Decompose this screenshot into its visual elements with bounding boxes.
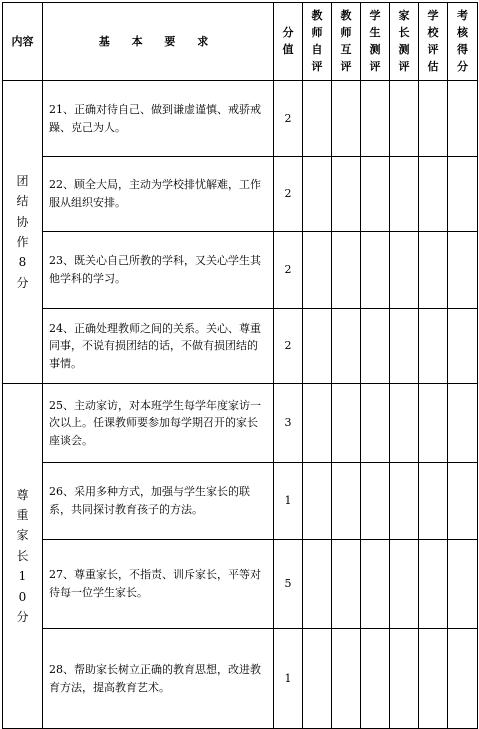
parent-eval-cell[interactable] bbox=[390, 81, 419, 157]
header-row bbox=[3, 3, 478, 81]
teacher-peer-cell[interactable] bbox=[332, 384, 361, 463]
parent-eval-cell[interactable] bbox=[390, 157, 419, 232]
student-eval-cell[interactable] bbox=[361, 540, 390, 629]
parent-eval-cell[interactable] bbox=[390, 309, 419, 384]
assessment-cell[interactable] bbox=[448, 157, 478, 232]
student-eval-cell[interactable] bbox=[361, 384, 390, 463]
table-row bbox=[3, 629, 478, 729]
table-row bbox=[3, 540, 478, 629]
header-requirement: 基 本 要 求 bbox=[43, 3, 274, 81]
header-assessment: 考核得分 bbox=[448, 3, 478, 81]
header-student-eval: 学生测评 bbox=[361, 3, 390, 81]
score-cell: 5 bbox=[274, 540, 303, 629]
teacher-peer-cell[interactable] bbox=[332, 309, 361, 384]
assessment-cell[interactable] bbox=[448, 81, 478, 157]
score-cell: 2 bbox=[274, 309, 303, 384]
requirement-cell: 27、尊重家长，不指责、训斥家长，平等对待每一位学生家长。 bbox=[43, 540, 274, 629]
assessment-cell[interactable] bbox=[448, 540, 478, 629]
teacher-peer-cell[interactable] bbox=[332, 232, 361, 309]
table-row bbox=[3, 232, 478, 309]
student-eval-cell[interactable] bbox=[361, 232, 390, 309]
teacher-peer-cell[interactable] bbox=[332, 157, 361, 232]
requirement-cell: 22、顾全大局，主动为学校排忧解难，工作服从组织安排。 bbox=[43, 157, 274, 232]
requirement-cell: 24、正确处理教师之间的关系。关心、尊重同事，不说有损团结的话，不做有损团结的事情。 bbox=[43, 309, 274, 384]
score-cell: 3 bbox=[274, 384, 303, 463]
school-eval-cell[interactable] bbox=[419, 232, 448, 309]
student-eval-cell[interactable] bbox=[361, 463, 390, 540]
parent-eval-cell[interactable] bbox=[390, 629, 419, 729]
student-eval-cell[interactable] bbox=[361, 157, 390, 232]
score-cell: 1 bbox=[274, 463, 303, 540]
teacher-self-cell[interactable] bbox=[303, 309, 332, 384]
header-school-eval: 学校评估 bbox=[419, 3, 448, 81]
teacher-self-cell[interactable] bbox=[303, 232, 332, 309]
teacher-self-cell[interactable] bbox=[303, 81, 332, 157]
assessment-cell[interactable] bbox=[448, 463, 478, 540]
school-eval-cell[interactable] bbox=[419, 309, 448, 384]
teacher-self-cell[interactable] bbox=[303, 157, 332, 232]
assessment-cell[interactable] bbox=[448, 384, 478, 463]
requirement-cell: 25、主动家访，对本班学生每学年度家访一次以上。任课教师要参加每学期召开的家长座谈会。 bbox=[43, 384, 274, 463]
table-row bbox=[3, 463, 478, 540]
teacher-peer-cell[interactable] bbox=[332, 463, 361, 540]
requirement-cell: 21、正确对待自己、做到谦虚谨慎、戒骄戒躁、克己为人。 bbox=[43, 81, 274, 157]
table-row bbox=[3, 81, 478, 157]
school-eval-cell[interactable] bbox=[419, 384, 448, 463]
header-parent-eval: 家长测评 bbox=[390, 3, 419, 81]
student-eval-cell[interactable] bbox=[361, 81, 390, 157]
score-cell: 2 bbox=[274, 232, 303, 309]
table-row bbox=[3, 309, 478, 384]
student-eval-cell[interactable] bbox=[361, 309, 390, 384]
school-eval-cell[interactable] bbox=[419, 540, 448, 629]
requirement-cell: 28、帮助家长树立正确的教育思想，改进教育方法，提高教育艺术。 bbox=[43, 629, 274, 729]
school-eval-cell[interactable] bbox=[419, 463, 448, 540]
category-cell-teamwork: 团结协作8分 bbox=[3, 81, 43, 384]
student-eval-cell[interactable] bbox=[361, 629, 390, 729]
evaluation-table bbox=[2, 2, 478, 729]
requirement-cell: 23、既关心自己所教的学科，又关心学生其他学科的学习。 bbox=[43, 232, 274, 309]
teacher-self-cell[interactable] bbox=[303, 629, 332, 729]
score-cell: 2 bbox=[274, 157, 303, 232]
assessment-cell[interactable] bbox=[448, 309, 478, 384]
teacher-peer-cell[interactable] bbox=[332, 81, 361, 157]
school-eval-cell[interactable] bbox=[419, 629, 448, 729]
header-score: 分值 bbox=[274, 3, 303, 81]
header-category: 内容 bbox=[3, 3, 43, 81]
teacher-peer-cell[interactable] bbox=[332, 540, 361, 629]
parent-eval-cell[interactable] bbox=[390, 384, 419, 463]
parent-eval-cell[interactable] bbox=[390, 232, 419, 309]
header-teacher-peer: 教师互评 bbox=[332, 3, 361, 81]
header-teacher-self: 教师自评 bbox=[303, 3, 332, 81]
parent-eval-cell[interactable] bbox=[390, 463, 419, 540]
teacher-self-cell[interactable] bbox=[303, 384, 332, 463]
teacher-self-cell[interactable] bbox=[303, 540, 332, 629]
score-cell: 2 bbox=[274, 81, 303, 157]
category-cell-respect-parents: 尊重家长10分 bbox=[3, 384, 43, 729]
parent-eval-cell[interactable] bbox=[390, 540, 419, 629]
school-eval-cell[interactable] bbox=[419, 81, 448, 157]
assessment-cell[interactable] bbox=[448, 232, 478, 309]
requirement-cell: 26、采用多种方式，加强与学生家长的联系，共同探讨教育孩子的方法。 bbox=[43, 463, 274, 540]
assessment-cell[interactable] bbox=[448, 629, 478, 729]
school-eval-cell[interactable] bbox=[419, 157, 448, 232]
table-row bbox=[3, 384, 478, 463]
teacher-self-cell[interactable] bbox=[303, 463, 332, 540]
table-row bbox=[3, 157, 478, 232]
teacher-peer-cell[interactable] bbox=[332, 629, 361, 729]
score-cell: 1 bbox=[274, 629, 303, 729]
